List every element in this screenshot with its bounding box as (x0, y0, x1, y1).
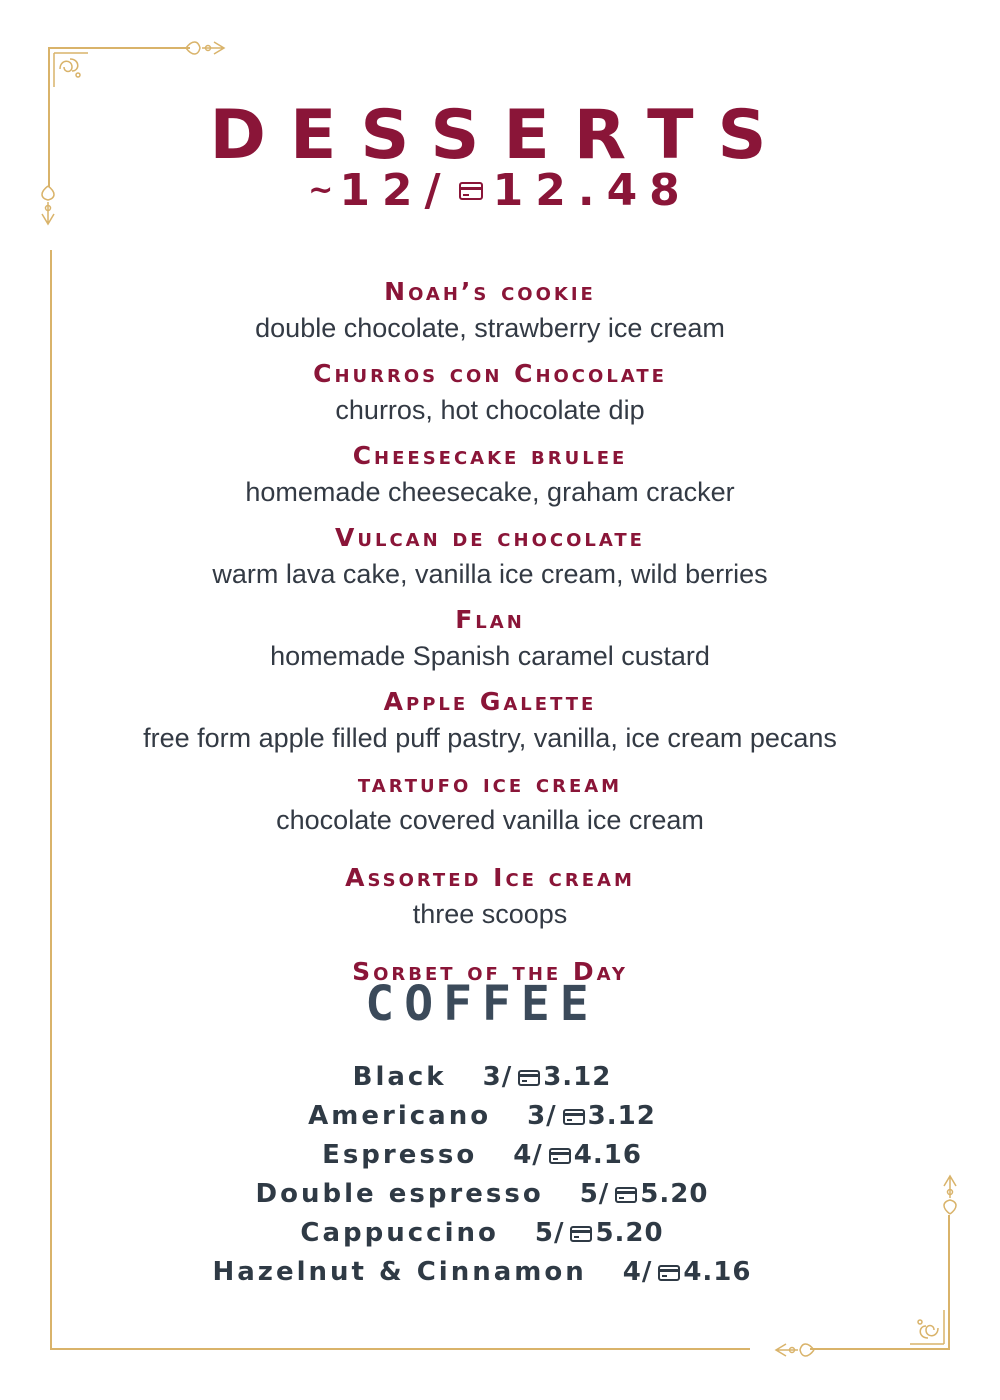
card-price: 4.16 (683, 1257, 752, 1287)
page-title: DESSERTS (209, 96, 791, 175)
cash-price: 3/ (527, 1101, 557, 1131)
coffee-list (0, 1058, 964, 1292)
dessert-description: churros, hot chocolate dip (335, 395, 645, 425)
cash-price: 12/ (339, 165, 453, 216)
dessert-name: Assorted Ice cream (345, 863, 635, 892)
credit-card-icon (658, 1265, 680, 1281)
corner-ornament-bottom-right-icon (900, 1300, 950, 1350)
dessert-name: Sorbet of the Day (352, 957, 628, 986)
card-price: 3.12 (587, 1101, 656, 1131)
list-item (0, 602, 980, 674)
dessert-description: free form apple filled puff pastry, vanilla, ice cream pecans (143, 723, 837, 753)
dessert-name: Noah’s cookie (384, 277, 596, 306)
list-item (0, 860, 980, 932)
coffee-name: Black (352, 1062, 447, 1092)
coffee-price (527, 1097, 656, 1136)
list-item (0, 684, 980, 756)
credit-card-icon (549, 1148, 571, 1164)
dessert-name: Cheesecake brulee (352, 441, 628, 470)
list-item (0, 438, 980, 510)
coffee-price (623, 1253, 752, 1292)
dessert-description: chocolate covered vanilla ice cream (276, 805, 704, 835)
credit-card-icon (518, 1070, 540, 1086)
price-tilde: ~ (308, 173, 336, 208)
coffee-price (513, 1136, 642, 1175)
card-price: 5.20 (595, 1218, 664, 1248)
flourish-bottom-icon (772, 1338, 816, 1362)
coffee-name: Hazelnut & Cinnamon (212, 1257, 587, 1287)
list-item (0, 1175, 964, 1214)
flourish-top-icon (184, 36, 228, 60)
cash-price: 4/ (622, 1257, 653, 1287)
dessert-name: tartufo ice cream (357, 769, 623, 798)
credit-card-icon (459, 182, 483, 200)
dessert-name: Apple Galette (383, 687, 597, 716)
cash-price: 4/ (513, 1140, 543, 1170)
card-price: 5.20 (640, 1179, 709, 1209)
dessert-description: homemade Spanish caramel custard (270, 641, 710, 671)
coffee-name: Double espresso (255, 1179, 544, 1209)
cash-price: 5/ (534, 1218, 565, 1248)
coffee-price (483, 1058, 612, 1097)
coffee-price (580, 1175, 709, 1214)
dessert-list (0, 274, 980, 1000)
list-item (0, 1058, 964, 1097)
dessert-description: double chocolate, strawberry ice cream (255, 313, 725, 343)
list-item (0, 520, 980, 592)
list-item (0, 1214, 964, 1253)
coffee-name: Americano (308, 1101, 492, 1131)
dessert-price (0, 164, 1000, 218)
list-item (0, 766, 980, 838)
card-price: 12.48 (492, 165, 692, 216)
coffee-name: Espresso (322, 1140, 478, 1170)
frame-bottom-line (50, 1348, 750, 1350)
cash-price: 3/ (482, 1062, 513, 1092)
dessert-description: homemade cheesecake, graham cracker (245, 477, 735, 507)
dessert-description: three scoops (412, 899, 568, 929)
list-item (0, 274, 980, 346)
credit-card-icon (615, 1187, 637, 1203)
coffee-title: COFFEE (365, 976, 599, 1032)
dessert-description: warm lava cake, vanilla ice cream, wild berries (212, 559, 768, 589)
credit-card-icon (563, 1109, 585, 1125)
coffee-name: Cappuccino (300, 1218, 499, 1248)
list-item (0, 1136, 964, 1175)
dessert-name: Flan (455, 605, 525, 634)
card-price: 4.16 (573, 1140, 642, 1170)
card-price: 3.12 (543, 1062, 612, 1092)
coffee-price (535, 1214, 664, 1253)
list-item (0, 1097, 964, 1136)
list-item (0, 1253, 964, 1292)
list-item (0, 356, 980, 428)
credit-card-icon (570, 1226, 592, 1242)
dessert-name: Vulcan de chocolate (335, 523, 645, 552)
corner-ornament-top-left-icon (48, 47, 98, 97)
cash-price: 5/ (579, 1179, 610, 1209)
dessert-name: Churros con Chocolate (313, 359, 667, 388)
